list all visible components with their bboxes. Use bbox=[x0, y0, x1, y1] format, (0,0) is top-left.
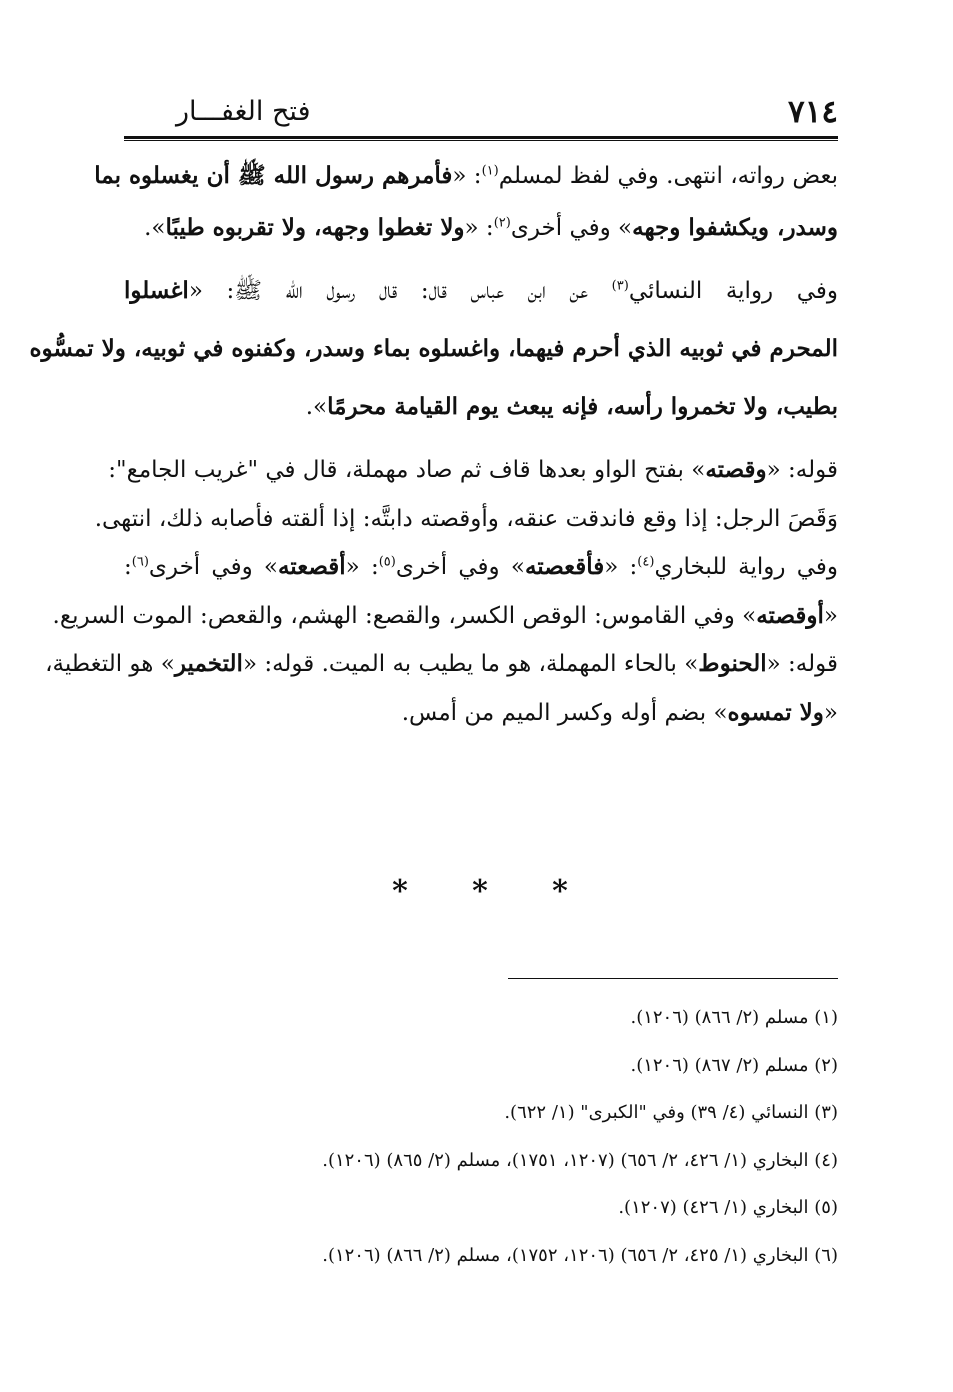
footnote-3: (٣) النسائي (٤/ ٣٩) وفي "الكبرى" (١/ ٦٢٢). bbox=[504, 1102, 838, 1123]
text-line: وفي رواية النسائي$^{(٣)}$ عن ابن عباس قال: قال رسول الله ﷺ: «اغسلوا bbox=[124, 277, 838, 304]
footnote-ref[interactable]: (٢) bbox=[493, 215, 511, 231]
footnote-1: (١) مسلم (٢/ ٨٦٦) (١٢٠٦). bbox=[630, 1007, 838, 1028]
star-icon: * bbox=[472, 874, 488, 909]
running-title: فتح الغفـــار bbox=[176, 96, 311, 127]
section-separator bbox=[380, 872, 580, 912]
footnote-4: (٤) البخاري (١/ ٤٢٦، ٢/ ٦٥٦) (١٢٠٧، ١٧٥١)، مسلم (٢/ ٨٦٥) (١٢٠٦). bbox=[322, 1149, 838, 1171]
text-line: «ولا تمسوه» بضم أوله وكسر الميم من أمس. bbox=[401, 698, 838, 726]
text-line: بعض رواته، انتهى. وفي لفظ لمسلم$^{(١)}$: «فأمرهم رسول الله ﷺ أن يغسلوه بما bbox=[94, 162, 838, 189]
footnote-ref[interactable]: (٤) bbox=[637, 554, 655, 570]
star-icon: * bbox=[552, 874, 568, 909]
footnote-ref[interactable]: (٥) bbox=[378, 554, 396, 570]
text-line: المحرم في ثوبيه الذي أحرم فيهما، واغسلوه بماء وسدر، وكفنوه في ثوبيه، ولا تمسُّوه bbox=[29, 335, 838, 362]
footnote-rule bbox=[508, 978, 838, 979]
text-line: قوله: «وقصته» بفتح الواو بعدها قاف ثم صاد مهملة، قال في "غريب الجامع": bbox=[108, 456, 838, 483]
text-line: وسدر، ويكشفوا وجهه» وفي أخرى$^{(٢)}$: «ولا تغطوا وجهه، ولا تقربوه طيبًا». bbox=[144, 214, 838, 241]
footnote-ref[interactable]: (٦) bbox=[131, 554, 149, 570]
paragraph-1 bbox=[94, 150, 838, 254]
paragraph-3 bbox=[45, 446, 838, 737]
footnote-ref[interactable]: (٣) bbox=[611, 278, 629, 294]
footnote-6: (٦) البخاري (١/ ٤٢٥، ٢/ ٦٥٦) (١٢٠٦، ١٧٥٢)، مسلم (٢/ ٨٦٦) (١٢٠٦). bbox=[322, 1244, 838, 1266]
page-number: ٧١٤ bbox=[788, 94, 838, 130]
text-line: وفي رواية للبخاري$^{(٤)}$: «فأقعصته» وفي أخرى$^{(٥)}$: «أقصعته» وفي أخرى$^{(٦)}$: bbox=[124, 553, 838, 580]
footnote-2: (٢) مسلم (٢/ ٨٦٧) (١٢٠٦). bbox=[630, 1054, 838, 1076]
text-line: بطيب، ولا تخمروا رأسه، فإنه يبعث يوم القيامة محرمًا». bbox=[305, 393, 838, 420]
header-rule bbox=[124, 136, 838, 141]
main-text bbox=[29, 150, 838, 737]
footnotes bbox=[124, 994, 838, 1279]
footnote-ref[interactable]: (١) bbox=[481, 163, 499, 179]
footnote-5: (٥) البخاري (١/ ٤٢٦) (١٢٠٧). bbox=[618, 1197, 838, 1218]
text-line: «أوقصته» وفي القاموس: الوقص الكسر، والقصع: الهشم، والقعص: الموت السريع. bbox=[52, 601, 838, 629]
page-header bbox=[124, 92, 838, 132]
star-icon: * bbox=[392, 874, 408, 909]
text-line: قوله: «الحنوط» بالحاء المهملة، هو ما يطيب به الميت. قوله: «التخمير» هو التغطية، bbox=[45, 650, 838, 677]
text-line: وَقَصَ الرجل: إذا وقع فاندقت عنقه، وأوقصته دابتَّه: إذا ألقته فأصابه ذلك، انتهى. bbox=[94, 505, 838, 532]
paragraph-2 bbox=[29, 262, 838, 436]
